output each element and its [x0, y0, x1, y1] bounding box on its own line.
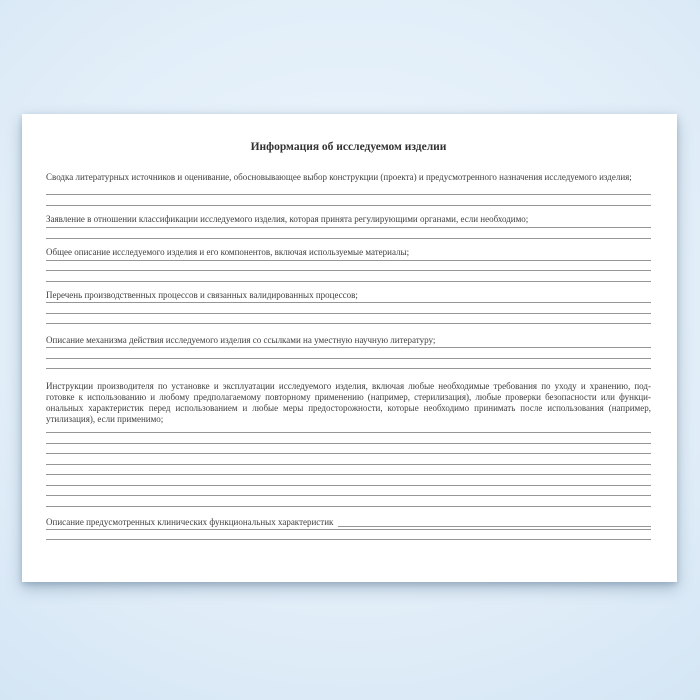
form-section-manufacturing-processes — [46, 290, 651, 324]
write-in-lines — [46, 423, 651, 507]
ruled-line — [46, 475, 651, 486]
field-label: Заявление в отношении классификации исследуемого изделия, которая принята регулирующими органами, если необходимо; — [46, 214, 529, 224]
ruled-line — [46, 271, 651, 282]
field-label: Перечень производственных процессов и связанных валидированных процессов; — [46, 290, 358, 300]
field-label: Общее описание исследуемого изделия и его компонентов, включая используемые материалы; — [46, 247, 410, 257]
form-section-mechanism-of-action — [46, 335, 651, 370]
label-line: готовке к использованию и любому предполагаемому повторному применению (например, стерилизация), любые проверки безопасности или функци- — [46, 391, 651, 402]
ruled-line — [46, 530, 651, 541]
ruled-line — [46, 444, 651, 455]
form-section-clinical-performance — [46, 517, 651, 540]
ruled-line — [46, 195, 651, 206]
form-section-literature-summary — [46, 172, 651, 206]
ruled-line — [46, 359, 651, 370]
form-section-classification-statement — [46, 214, 651, 239]
ruled-line — [46, 454, 651, 465]
ruled-line — [46, 314, 651, 325]
label-line: утилизация), если применимо; — [46, 413, 164, 424]
field-label: Сводка литературных источников и оценивание, обосновывающее выбор конструкции (проекта) и предусмотренного назначения исследуемого изделия; — [46, 172, 632, 182]
ruled-line — [46, 348, 651, 359]
document-title: Информация об исследуемом изделии — [250, 141, 447, 153]
inline-write-in-line — [338, 526, 651, 527]
ruled-line — [46, 486, 651, 497]
ruled-line — [46, 303, 651, 314]
form-section-general-description — [46, 247, 651, 282]
field-label — [46, 381, 651, 425]
label-line: Инструкции производителя по установке и эксплуатации исследуемого изделия, включая любые необходимые требования по уходу и хранению, под- — [46, 380, 651, 391]
label-text: Описание предусмотренных клинических функциональных характеристик — [46, 517, 334, 527]
ruled-line — [46, 228, 651, 239]
field-label: Описание механизма действия исследуемого изделия со ссылками на уместную научную литературу; — [46, 334, 436, 345]
form-section-manufacturer-instructions — [46, 381, 651, 507]
ruled-line — [46, 433, 651, 444]
ruled-line — [46, 465, 651, 476]
ruled-line — [46, 261, 651, 272]
ruled-line — [46, 496, 651, 507]
label-line: ональных характеристик перед использованием и любые меры предосторожности, которые необходимо принимать после использования (например, — [46, 402, 651, 413]
document-content — [22, 114, 677, 582]
document-sheet — [22, 114, 677, 582]
ruled-line — [46, 185, 651, 196]
write-in-lines — [46, 185, 651, 206]
